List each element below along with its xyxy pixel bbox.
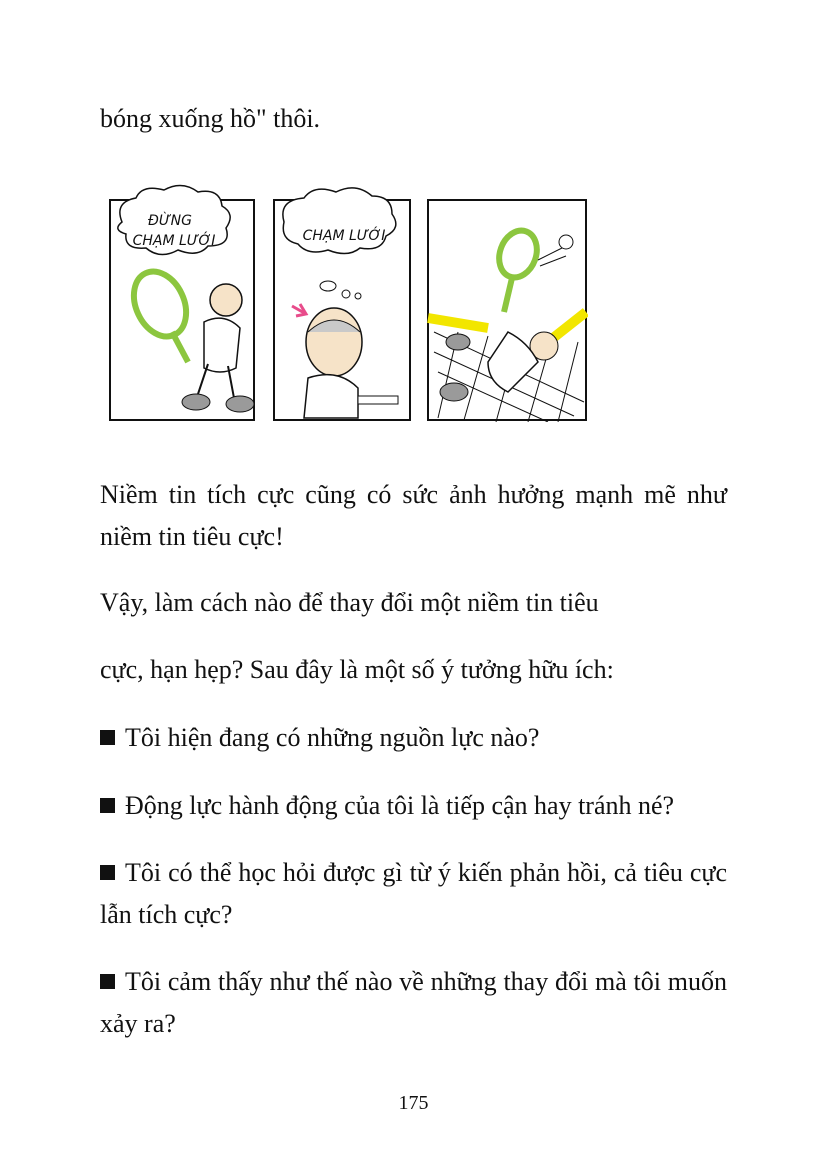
- square-bullet-icon: [100, 974, 115, 989]
- square-bullet-icon: [100, 730, 115, 745]
- bubble-text-line-1: ĐỪNG: [148, 213, 192, 229]
- bubble-text-line-2: CHẠM LƯỚI: [132, 233, 216, 249]
- paragraph-3: cực, hạn hẹp? Sau đây là một số ý tưởng hữu ích:: [100, 655, 614, 684]
- bullet-text: Tôi hiện đang có những nguồn lực nào?: [125, 723, 540, 752]
- bullet-item-2: [100, 785, 727, 827]
- bullet-item-4: [100, 961, 727, 1045]
- comic-panel-2: [274, 188, 410, 420]
- bullet-text: Tôi có thể học hỏi được gì từ ý kiến phản hồi, cả tiêu cực lẫn tích cực?: [100, 858, 727, 929]
- comic-illustration: [108, 182, 588, 422]
- bullet-text: Động lực hành động của tôi là tiếp cận hay tránh né?: [125, 791, 675, 820]
- comic-panel-1: [110, 185, 254, 420]
- paragraph-1: Niềm tin tích cực cũng có sức ảnh hưởng mạnh mẽ như niềm tin tiêu cực!: [100, 480, 727, 551]
- bullet-item-1: [100, 717, 727, 759]
- square-bullet-icon: [100, 865, 115, 880]
- bullet-item-3: [100, 852, 727, 936]
- paragraph-2: Vậy, làm cách nào để thay đổi một niềm tin tiêu: [100, 588, 599, 617]
- page-number: 175: [398, 1092, 429, 1114]
- bubble-text: CHẠM LƯỚI: [302, 228, 386, 244]
- comic-panel-3: [428, 200, 586, 422]
- top-line: bóng xuống hồ" thôi.: [100, 104, 321, 133]
- bullet-text: Tôi cảm thấy như thế nào về những thay đổi mà tôi muốn xảy ra?: [100, 967, 727, 1038]
- square-bullet-icon: [100, 798, 115, 813]
